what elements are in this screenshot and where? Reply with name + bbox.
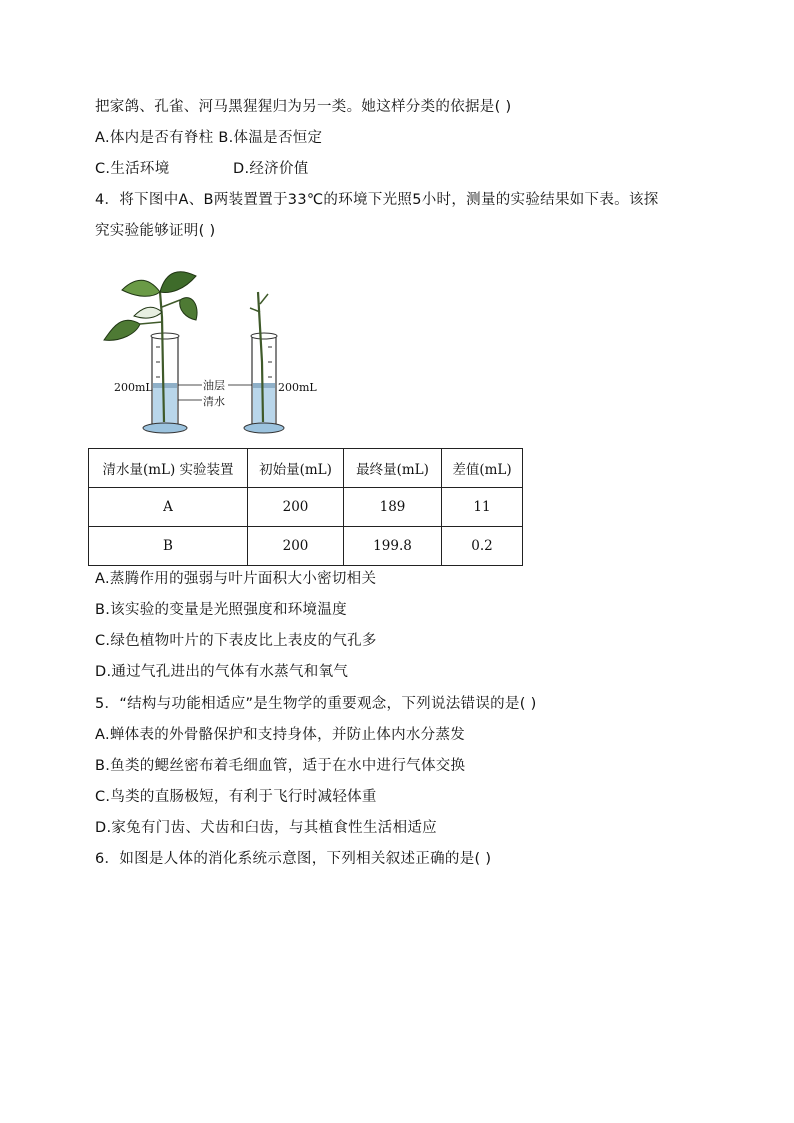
table-header-cell: 初始量(mL): [248, 449, 344, 488]
table-cell: 189: [344, 488, 442, 527]
table-cell: B: [89, 527, 248, 566]
q6-stem: 6．如图是人体的消化系统示意图，下列相关叙述正确的是( ): [95, 851, 492, 867]
q4-option-d: D.通过气孔进出的气体有水蒸气和氧气: [95, 664, 349, 680]
q4-stem-continuation: 究实验能够证明( ): [95, 223, 216, 239]
oil-layer-label: 油层: [203, 379, 225, 392]
q5-option-b: B.鱼类的鳃丝密布着毛细血管，适于在水中进行气体交换: [95, 758, 466, 774]
table-cell: 11: [442, 488, 523, 527]
table-cell: 200: [248, 527, 344, 566]
results-table: [88, 448, 523, 566]
right-volume-label: 200mL: [278, 381, 317, 394]
table-cell: 200: [248, 488, 344, 527]
water-label: 清水: [203, 395, 225, 408]
q3-options-ab: A.体内是否有脊柱 B.体温是否恒定: [95, 130, 323, 146]
q3-stem-continuation: 把家鸽、孔雀、河马黑猩猩归为另一类。她这样分类的依据是( ): [95, 99, 512, 115]
q5-option-a: A.蝉体表的外骨骼保护和支持身体，并防止体内水分蒸发: [95, 727, 466, 743]
q5-option-d: D.家兔有门齿、犬齿和臼齿，与其植食性生活相适应: [95, 820, 437, 836]
table-header-cell: 清水量(mL) 实验装置: [89, 449, 248, 488]
q5-stem: 5．“结构与功能相适应”是生物学的重要观念，下列说法错误的是( ): [95, 696, 537, 712]
cylinder-a: [104, 272, 197, 433]
table-cell: 0.2: [442, 527, 523, 566]
table-cell: 199.8: [344, 527, 442, 566]
cylinder-plant-illustration: [100, 262, 330, 437]
table-header-row: [89, 449, 523, 488]
experiment-figure: [100, 262, 330, 437]
table-header-cell: 差值(mL): [442, 449, 523, 488]
table-row: [89, 488, 523, 527]
table-row: [89, 527, 523, 566]
q3-option-c: C.生活环境: [95, 161, 170, 177]
table-cell: A: [89, 488, 248, 527]
q4-option-b: B.该实验的变量是光照强度和环境温度: [95, 602, 347, 618]
q4-option-a: A.蒸腾作用的强弱与叶片面积大小密切相关: [95, 571, 377, 587]
table-header-cell: 最终量(mL): [344, 449, 442, 488]
q3-option-d: D.经济价值: [233, 161, 309, 177]
q5-option-c: C.鸟类的直肠极短，有利于飞行时减轻体重: [95, 789, 377, 805]
left-volume-label: 200mL: [114, 381, 153, 394]
cylinder-b: [244, 292, 284, 433]
q4-stem: 4．将下图中A、B两装置置于33℃的环境下光照5小时，测量的实验结果如下表。该探: [95, 192, 659, 208]
q4-option-c: C.绿色植物叶片的下表皮比上表皮的气孔多: [95, 633, 377, 649]
